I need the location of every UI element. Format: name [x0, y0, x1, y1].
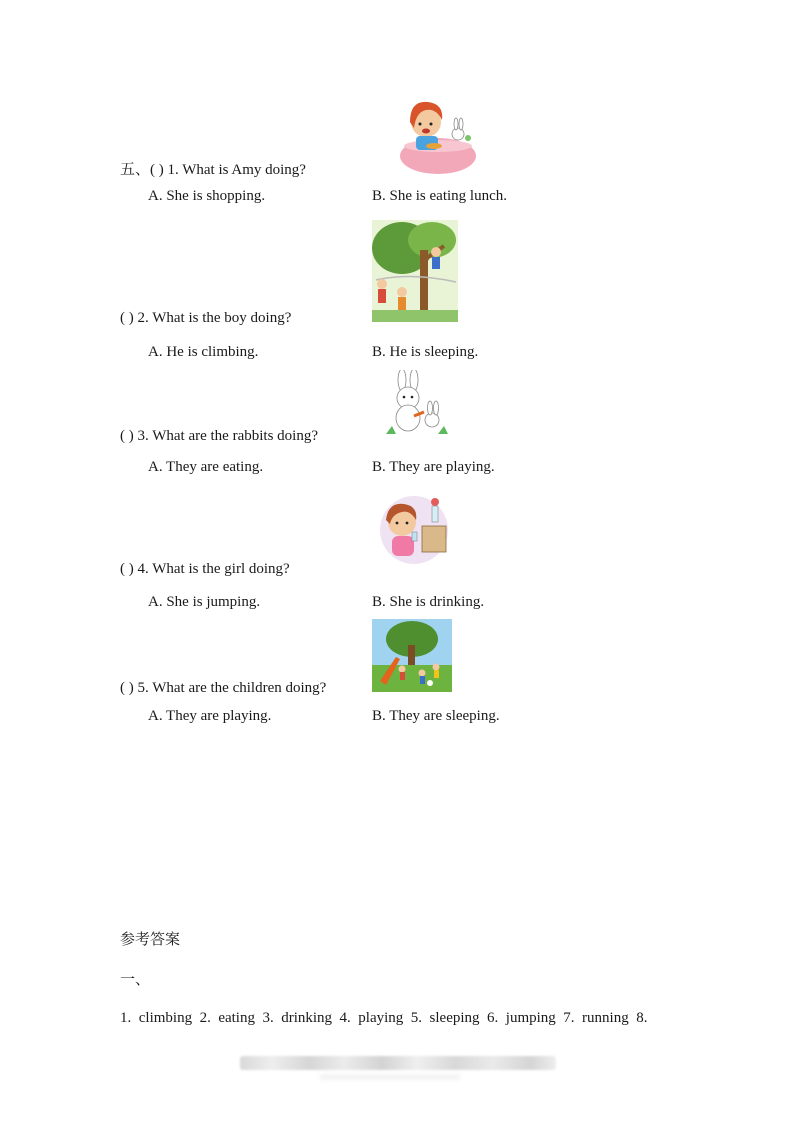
question-4-option-a: A. She is jumping.	[148, 594, 261, 610]
blurred-watermark-sub	[320, 1074, 460, 1080]
question-4-prompt: ( ) 4. What is the girl doing?	[120, 561, 290, 577]
rabbits-image	[384, 370, 450, 438]
girl-eating-lunch-image	[398, 94, 478, 176]
question-2-option-a: A. He is climbing.	[148, 344, 259, 360]
answer-line: 1. climbing 2. eating 3. drinking 4. playing 5. sleeping 6. jumping 7. running 8.	[120, 1010, 648, 1026]
question-2-prompt: ( ) 2. What is the boy doing?	[120, 310, 292, 326]
section-number: 五、	[120, 162, 151, 178]
question-2-option-b: B. He is sleeping.	[372, 344, 479, 360]
question-5-prompt: ( ) 5. What are the children doing?	[120, 680, 327, 696]
girl-drinking-image	[378, 492, 452, 568]
question-3-prompt: ( ) 3. What are the rabbits doing?	[120, 428, 318, 444]
question-1-prompt: ( ) 1. What is Amy doing?	[150, 162, 306, 178]
question-5-option-a: A. They are playing.	[148, 708, 272, 724]
question-1-option-a: A. She is shopping.	[148, 188, 266, 204]
question-4-option-b: B. She is drinking.	[372, 594, 485, 610]
question-5-option-b: B. They are sleeping.	[372, 708, 500, 724]
question-3-option-a: A. They are eating.	[148, 459, 264, 475]
answer-key-heading: 参考答案	[120, 932, 181, 948]
children-playground-image	[372, 619, 452, 692]
question-1-option-b: B. She is eating lunch.	[372, 188, 507, 204]
boy-climbing-tree-image	[372, 220, 458, 322]
answer-part-label: 一、	[120, 972, 151, 988]
blurred-watermark	[240, 1056, 556, 1070]
question-3-option-b: B. They are playing.	[372, 459, 495, 475]
